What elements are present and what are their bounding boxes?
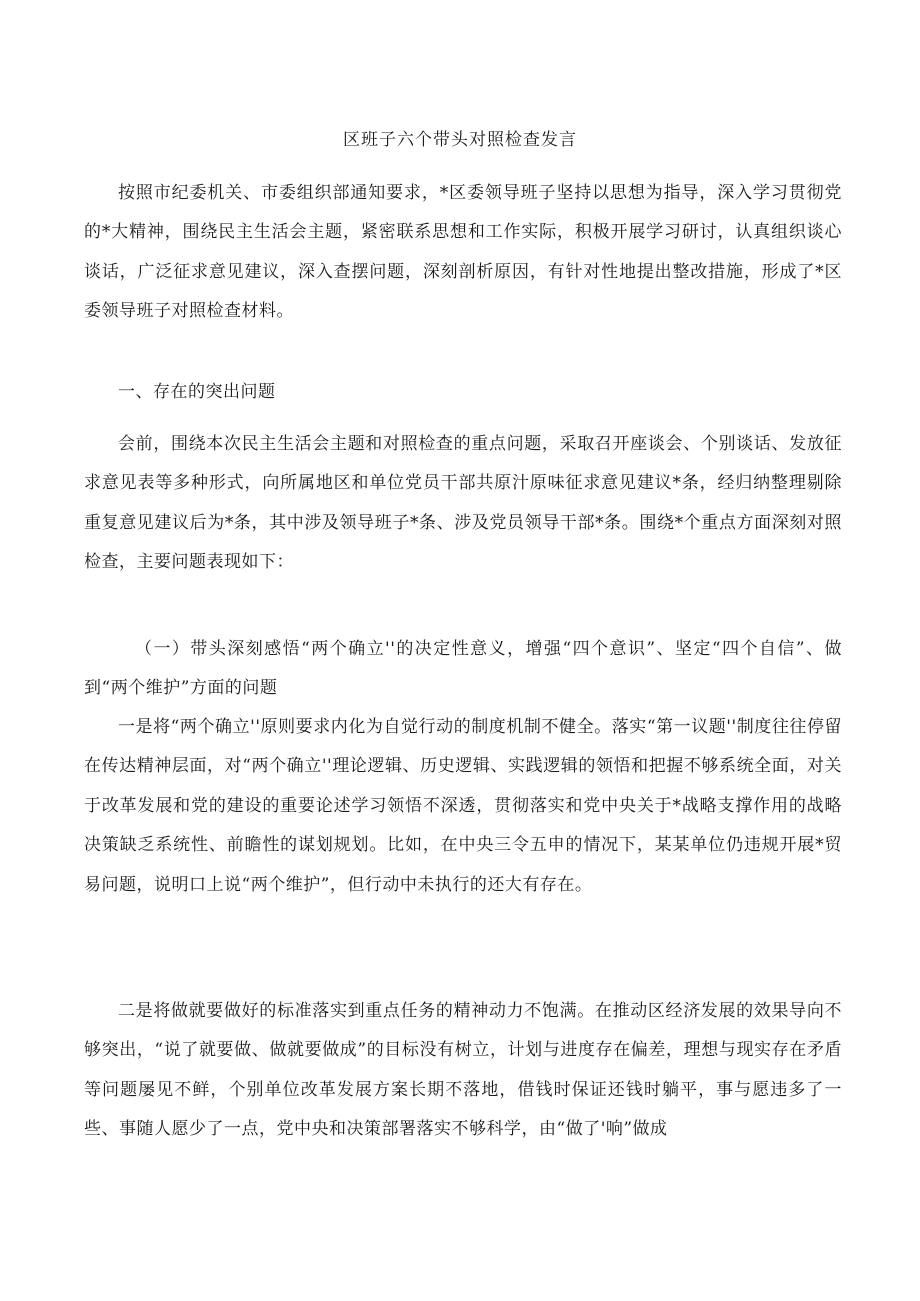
point-one-paragraph: 一是将“两个确立''原则要求内化为自觉行动的制度机制不健全。落实“第一议题''制度往往停留在传达精神层面，对“两个确立''理论逻辑、历史逻辑、实践逻辑的领悟和把握不够系统全面，对关于改革发展和党的建设的重要论述学习领悟不深透，贯彻落实和党中央关于*战略支撑作用的战略决策缺乏系统性、前瞻性的谋划规划。比如，在中央三令五申的情况下，某某单位仍违规开展*贸易问题，说明口上说“两个维护”，但行动中未执行的还大有存在。 — [84, 717, 842, 895]
section-one-paragraph: 会前，围绕本次民主生活会主题和对照检查的重点问题，采取召开座谈会、个别谈话、发放征求意见表等多种形式，向所属地区和单位党员干部共原汁原味征求意见建议*条，经归纳整理剔除重复意见建议后为*条，其中涉及领导班子*条、涉及党员领导干部*条。围绕*个重点方面深刻对照检查，主要问题表现如下： — [84, 434, 842, 573]
intro-paragraph: 按照市纪委机关、市委组织部通知要求，*区委领导班子坚持以思想为指导，深入学习贯彻党的*大精神，围绕民主生活会主题，紧密联系思想和工作实际，积极开展学习研讨，认真组织谈心谈话，广泛征求意见建议，深入查摆问题，深刻剖析原因，有针对性地提出整改措施，形成了*区委领导班子对照检查材料。 — [84, 183, 842, 322]
subsection-one-heading: （一）带头深刻感悟“两个确立''的决定性意义，增强“四个意识”、坚定“四个自信”、做到“两个维护”方面的问题 — [84, 639, 842, 699]
point-two-paragraph: 二是将做就要做好的标准落实到重点任务的精神动力不饱满。在推动区经济发展的效果导向不够突出，“说了就要做、做就要做成”的目标没有树立，计划与进度存在偏差，理想与现实存在矛盾等问题屡见不鲜，个别单位改革发展方案长期不落地，借钱时保证还钱时躺平，事与愿违多了一些、事随人愿少了一点，党中央和决策部署落实不够科学，由“做了'响”做成 — [84, 1001, 842, 1140]
section-one-heading: 一、存在的突出问题 — [118, 382, 276, 402]
document-title: 区班子六个带头对照检查发言 — [343, 130, 577, 150]
